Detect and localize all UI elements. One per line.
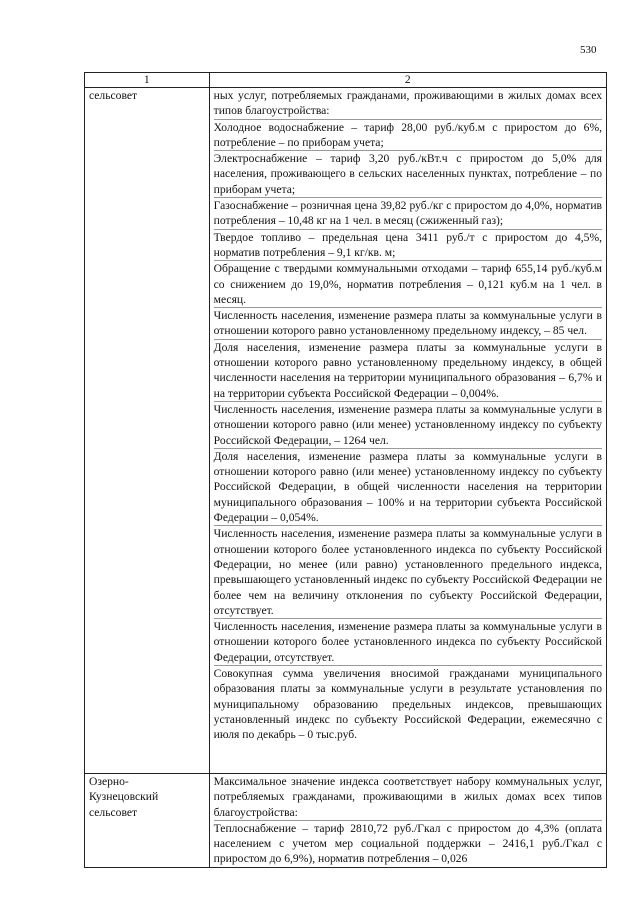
column-header-1: 1 bbox=[85, 73, 210, 88]
paragraph: Твердое топливо – предельная цена 3411 руб./т с приростом до 4,5%, норматив потребления – 9,1 кг/кв. м; bbox=[214, 230, 602, 262]
indicators-cell bbox=[209, 774, 606, 868]
paragraph: Численность населения, изменение размера платы за коммунальные услуги в отношении которого равно установленному предельному индексу, – 85 чел. bbox=[214, 308, 602, 340]
paragraph: ных услуг, потребляемых гражданами, проживающими в жилых домах всех типов благоустройства: bbox=[214, 88, 602, 120]
paragraph: Максимальное значение индекса соответствует набору коммунальных услуг, потребляемых гражданами, проживающими в жилых домах всех типов благоустройства: bbox=[214, 774, 602, 821]
paragraph: Холодное водоснабжение – тариф 28,00 руб./куб.м с приростом до 6%, потребление – по приборам учета; bbox=[214, 120, 602, 152]
municipality-name-cell bbox=[85, 88, 210, 774]
paragraph: Электроснабжение – тариф 3,20 руб./кВт.ч с приростом до 5,0% для населения, проживающего в сельских населенных пунктах, потребление – по приборам учета; bbox=[214, 151, 602, 198]
paragraph: Обращение с твердыми коммунальными отходами – тариф 655,14 руб./куб.м со снижением до 19,0%, норматив потребления – 0,121 куб.м на 1 чел. в месяц. bbox=[214, 261, 602, 308]
column-header-2: 2 bbox=[209, 73, 606, 88]
indicators-cell bbox=[209, 88, 606, 774]
table-header-row bbox=[85, 73, 607, 88]
paragraph: Доля населения, изменение размера платы за коммунальные услуги в отношении которого равно установленному предельному индексу, в общей численности населения на территории муниципального образования – 6,7% и на территории субъекта Российской Федерации – 0,004%. bbox=[214, 340, 602, 402]
paragraph: Газоснабжение – розничная цена 39,82 руб./кг с приростом до 4,0%, норматив потребления – 10,48 кг на 1 чел. в месяц (сжиженный газ); bbox=[214, 198, 602, 230]
municipality-name-cell bbox=[85, 774, 210, 868]
paragraph: Доля населения, изменение размера платы за коммунальные услуги в отношении которого равно (или менее) установленному индексу по субъекту Российской Федерации, в общей численности населения на территории муниципального образования – 100% и на территории субъекта Российской Федерации – 0,054%. bbox=[214, 449, 602, 526]
paragraph: Численность населения, изменение размера платы за коммунальные услуги в отношении которого более установленного индекса по субъекту Российской Федерации, но менее (или равно) установленного предельного индекса, превышающего установленный индекс по субъекту Российской Федерации не более чем на величину отклонения по субъекту Российской Федерации, отсутствует. bbox=[214, 526, 602, 619]
table-row bbox=[85, 774, 607, 868]
municipality-name: Озерно- Кузнецовский сельсовет bbox=[89, 775, 159, 819]
paragraph: Численность населения, изменение размера платы за коммунальные услуги в отношении которого равно (или менее) установленному индексу по субъекту Российской Федерации, – 1264 чел. bbox=[214, 402, 602, 449]
paragraph: Численность населения, изменение размера платы за коммунальные услуги в отношении которого более установленного индекса по субъекту Российской Федерации, отсутствует. bbox=[214, 619, 602, 666]
paragraph: Теплоснабжение – тариф 2810,72 руб./Гкал с приростом до 4,3% (оплата населением с учетом мер социальной поддержки – 2416,1 руб./Гкал с приростом до 6,9%), норматив потребления – 0,026 bbox=[213, 821, 602, 866]
municipality-name: сельсовет bbox=[89, 89, 138, 102]
table-row bbox=[85, 88, 607, 774]
page-number: 530 bbox=[580, 44, 597, 56]
document-table bbox=[84, 72, 607, 868]
paragraph: Совокупная сумма увеличения вносимой гражданами муниципального образования платы за коммунальные услуги в результате установления по муниципальному образованию предельных индексов, превышающих установленный индекс по субъекту Российской Федерации, ежемесячно с июля по декабрь – 0 тыс.руб. bbox=[213, 666, 602, 742]
